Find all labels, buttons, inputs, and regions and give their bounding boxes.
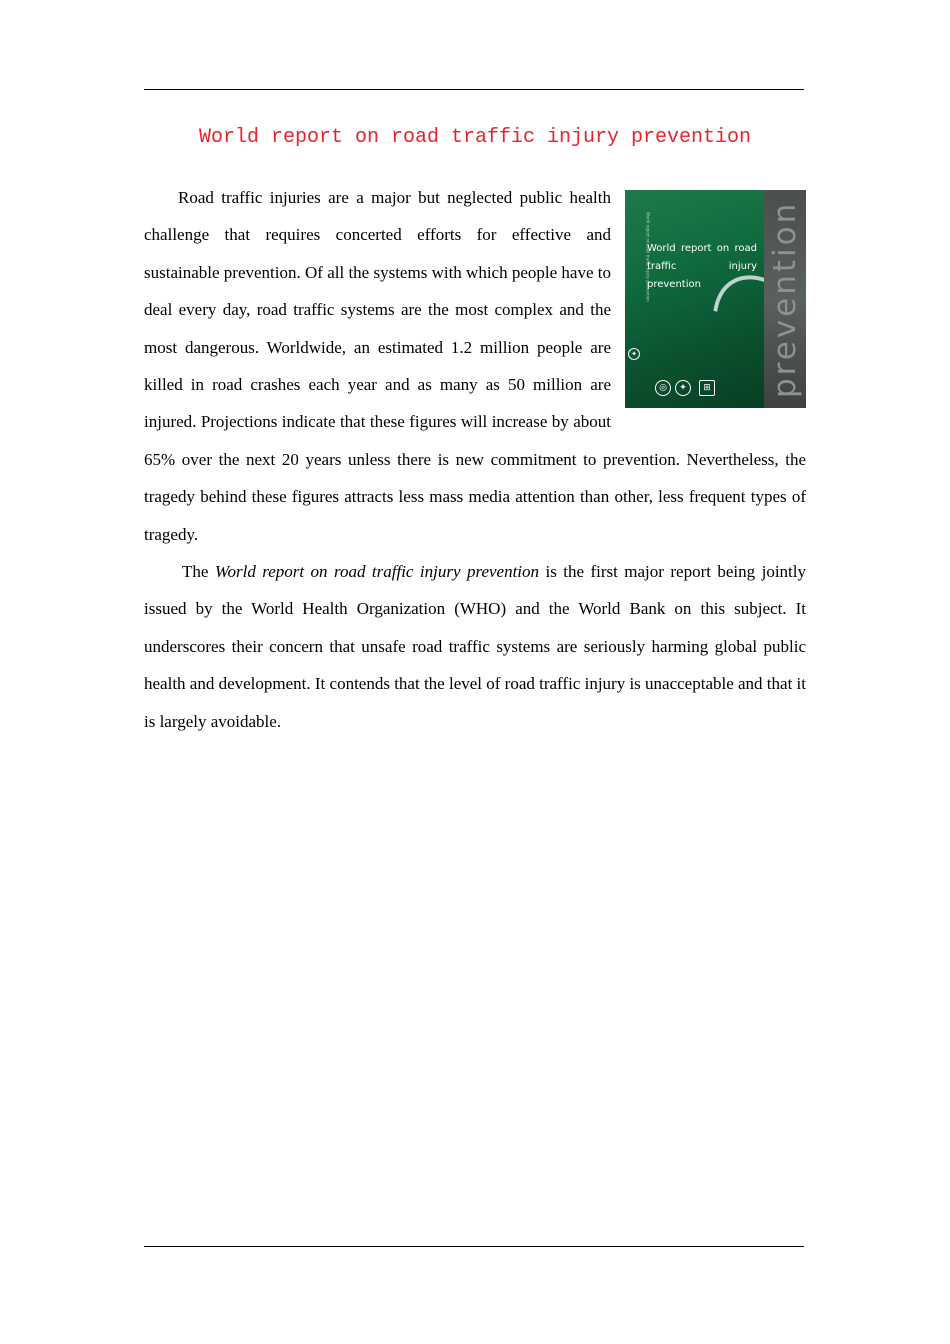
- cover-vertical-word: prevention: [767, 200, 803, 398]
- footer-rule: [144, 1246, 804, 1247]
- document-title: World report on road traffic injury prevention: [198, 126, 752, 149]
- report-title-italic: World report on road traffic injury prevention: [214, 562, 540, 582]
- globe-icon: ⊞: [699, 380, 715, 396]
- report-cover-image: [625, 190, 806, 408]
- paragraph-intro: Road traffic injuries are a major but neglected public health challenge that requires concerted efforts for effective and sustainable prevention. Of all the systems with which people have to deal every day, road traffic systems are the most complex and the most dangerous. Worldwide, an estimated 1.2 million people are killed in road crashes each year and as many as 50 million are injured. Projections indicate that these figures will increase by about 65% over the next 20 years unless there is new commitment to prevention. Nevertheless, the tragedy behind these figures attracts less mass media attention than other, less frequent types of tragedy.: [144, 188, 806, 544]
- paragraph-lead: The: [182, 562, 215, 582]
- world-bank-icon: ◎: [655, 380, 671, 396]
- article-body: [144, 179, 806, 740]
- cover-title: World report on road traffic injury prevention: [647, 243, 757, 290]
- header-rule: [144, 89, 804, 90]
- who-emblem-icon: ✦: [628, 348, 640, 360]
- cover-spine-text: World report on road traffic injury prevention: [645, 212, 651, 302]
- paragraph-rest: is the first major report being jointly issued by the World Health Organization (WHO) and the World Bank on this subject. It underscores their concern that unsafe road traffic systems are seriously harming global public health and development. It contends that the level of road traffic injury is unacceptable and that it is largely avoidable.: [144, 562, 806, 731]
- paragraph-report: [144, 553, 806, 740]
- who-emblem-icon: ✦: [675, 380, 691, 396]
